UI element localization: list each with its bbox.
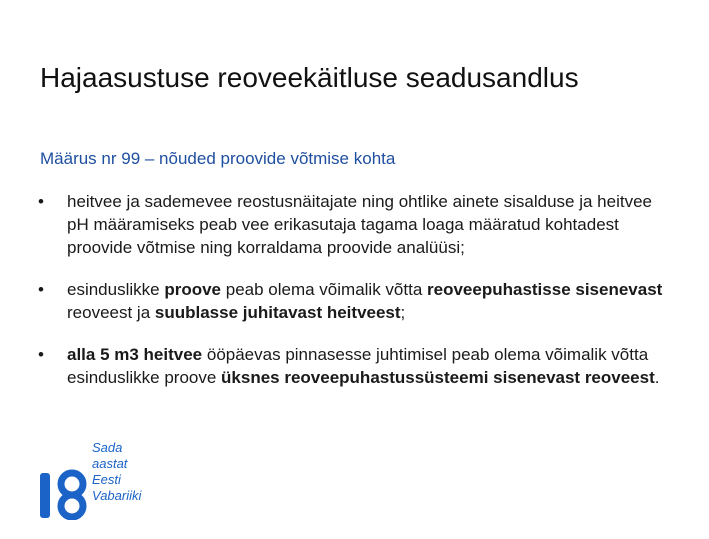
bullet-segment: ööpäevas pinnasesse juhtimisel peab olema võimalik võtta esinduslikke proove <box>67 345 649 387</box>
bullet-item <box>38 278 678 324</box>
logo-line: Vabariiki <box>92 488 142 503</box>
logo-100-icon <box>40 440 88 520</box>
bullet-segment: reoveest ja <box>67 303 155 322</box>
logo-line: Sada <box>92 440 123 455</box>
bullet-segment-bold: reoveepuhastisse sisenevast <box>427 280 663 299</box>
bullet-text <box>67 192 652 257</box>
bullet-segment: heitvee ja sademevee reostusnäitajate ning ohtlike ainete sisalduse ja heitvee pH määramiseks peab vee erikasutaja tagama loaga määratud kohtadest proovide võtmise ning korraldama proovide analüüsi; <box>67 192 652 257</box>
bullet-text <box>67 345 660 387</box>
centenary-logo <box>40 440 140 520</box>
bullet-segment: esinduslikke <box>67 280 165 299</box>
slide-title: Hajaasustuse reoveekäitluse seadusandlus <box>40 62 579 93</box>
bullet-icon: • <box>38 345 44 364</box>
logo-line: aastat <box>92 456 128 471</box>
bullet-segment-bold: üksnes reoveepuhastussüsteemi sisenevast reoveest <box>221 368 655 387</box>
bullet-segment: . <box>654 368 660 387</box>
bullet-list <box>38 190 678 408</box>
bullet-segment-bold: proove <box>164 280 222 299</box>
bullet-segment-bold: suublasse juhitavast heitveest <box>154 303 401 322</box>
slide-subtitle: Määrus nr 99 – nõuded proovide võtmise kohta <box>40 149 396 168</box>
logo-text <box>92 440 141 504</box>
bullet-segment: peab olema võimalik võtta <box>221 280 428 299</box>
bullet-segment-bold: alla 5 m3 heitvee <box>67 345 203 364</box>
bullet-item <box>38 343 678 389</box>
bullet-text <box>67 280 662 322</box>
logo-line: Eesti <box>92 472 121 487</box>
bullet-item <box>38 190 678 259</box>
bullet-icon: • <box>38 192 44 211</box>
bullet-icon: • <box>38 280 44 299</box>
bullet-segment: ; <box>400 303 406 322</box>
